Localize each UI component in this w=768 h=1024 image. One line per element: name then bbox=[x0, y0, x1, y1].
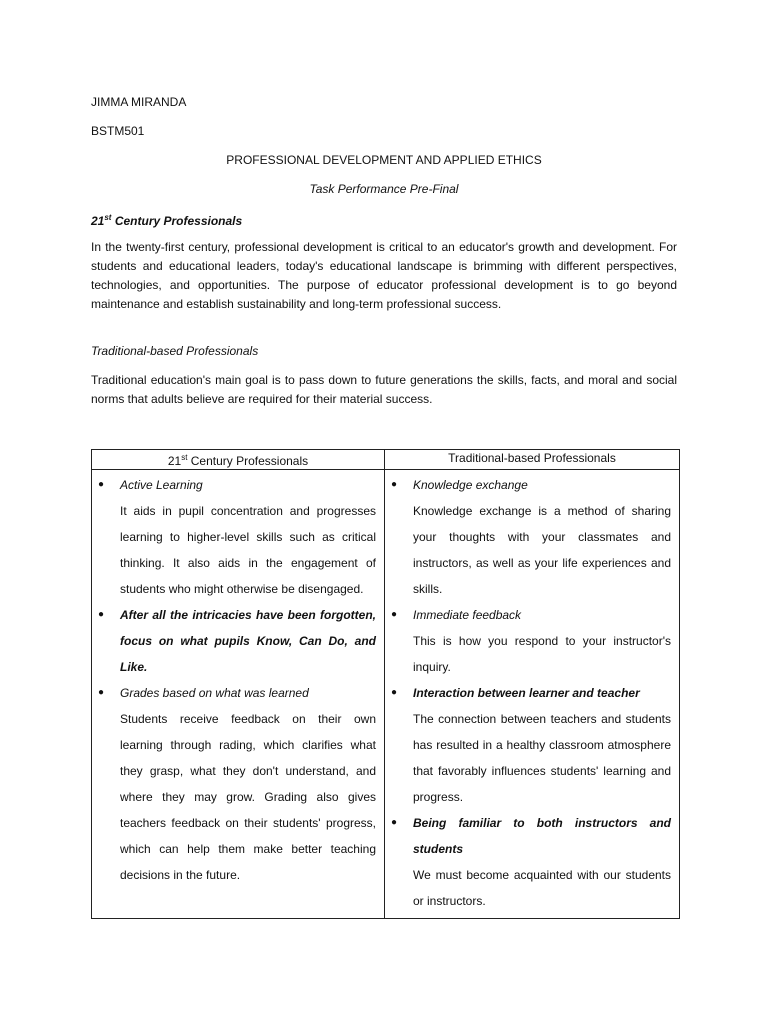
bullet-icon: ● bbox=[391, 609, 398, 620]
course-code: BSTM501 bbox=[91, 124, 145, 138]
heading-superscript: st bbox=[104, 213, 112, 222]
list-item bbox=[98, 472, 376, 602]
heading-number: 21 bbox=[91, 214, 105, 228]
paragraph-21st: In the twenty-first century, professional development is critical to an educator's growth and development. For students and educational leaders, today's educational landscape is brimming with different perspectives, technologies, and opportunities. The purpose of educator professional development is to go beyond maintenance and establish sustainability and long-term professional success. bbox=[91, 240, 677, 311]
list-item bbox=[391, 602, 671, 680]
item-title: Active Learning bbox=[120, 478, 203, 492]
table-header-row bbox=[92, 450, 680, 470]
item-title: Interaction between learner and teacher bbox=[413, 686, 640, 700]
list-item bbox=[98, 680, 376, 888]
item-text: This is how you respond to your instructor's inquiry. bbox=[413, 634, 671, 674]
list-item bbox=[391, 472, 671, 602]
item-title: Immediate feedback bbox=[413, 608, 522, 622]
list-item bbox=[391, 810, 671, 914]
list-item bbox=[98, 602, 376, 680]
paragraph-traditional: Traditional education's main goal is to pass down to future generations the skills, facts, and moral and social norms that adults believe are required for their material success. bbox=[91, 373, 677, 406]
table-header-traditional: Traditional-based Professionals bbox=[385, 450, 680, 470]
column-traditional bbox=[385, 470, 680, 919]
bullet-icon: ● bbox=[98, 609, 105, 620]
column-21st bbox=[92, 470, 385, 919]
document-subtitle: Task Performance Pre-Final bbox=[309, 182, 459, 196]
item-text: Knowledge exchange is a method of sharing your thoughts with your classmates and instructors, as well as your life experiences and skills. bbox=[413, 504, 671, 596]
item-title: Grades based on what was learned bbox=[120, 686, 309, 700]
bullet-icon: ● bbox=[391, 479, 398, 490]
bullet-icon: ● bbox=[98, 687, 105, 698]
list-item bbox=[391, 680, 671, 810]
item-text: The connection between teachers and students has resulted in a healthy classroom atmosphere that favorably influences students' learning and progress. bbox=[413, 712, 671, 804]
item-title: Being familiar to both instructors and students bbox=[413, 816, 671, 856]
heading-text: Century Professionals bbox=[111, 214, 243, 228]
document-title: PROFESSIONAL DEVELOPMENT AND APPLIED ETHICS bbox=[226, 153, 542, 167]
bullet-icon: ● bbox=[98, 479, 105, 490]
item-text: We must become acquainted with our students or instructors. bbox=[413, 868, 671, 908]
section-heading-21st bbox=[91, 210, 242, 229]
bullet-icon: ● bbox=[391, 687, 398, 698]
section-heading-traditional: Traditional-based Professionals bbox=[91, 344, 259, 358]
item-title: After all the intricacies have been forgotten, focus on what pupils Know, Can Do, and Like. bbox=[120, 608, 376, 674]
item-text: It aids in pupil concentration and progresses learning to higher-level skills such as critical thinking. It also aids in the engagement of students who might otherwise be disengaged. bbox=[120, 504, 376, 596]
comparison-table bbox=[91, 449, 680, 919]
item-text: Students receive feedback on their own learning through rading, which clarifies what they grasp, what they don't understand, and where they may grow. Grading also gives teachers feedback on their students' progress, which can help them make better teaching decisions in the future. bbox=[120, 712, 376, 882]
table-body-row bbox=[92, 470, 680, 919]
author-name: JIMMA MIRANDA bbox=[91, 95, 187, 109]
table-header-21st: 21st Century Professionals bbox=[92, 450, 385, 470]
bullet-icon: ● bbox=[391, 817, 398, 828]
item-title: Knowledge exchange bbox=[413, 478, 528, 492]
